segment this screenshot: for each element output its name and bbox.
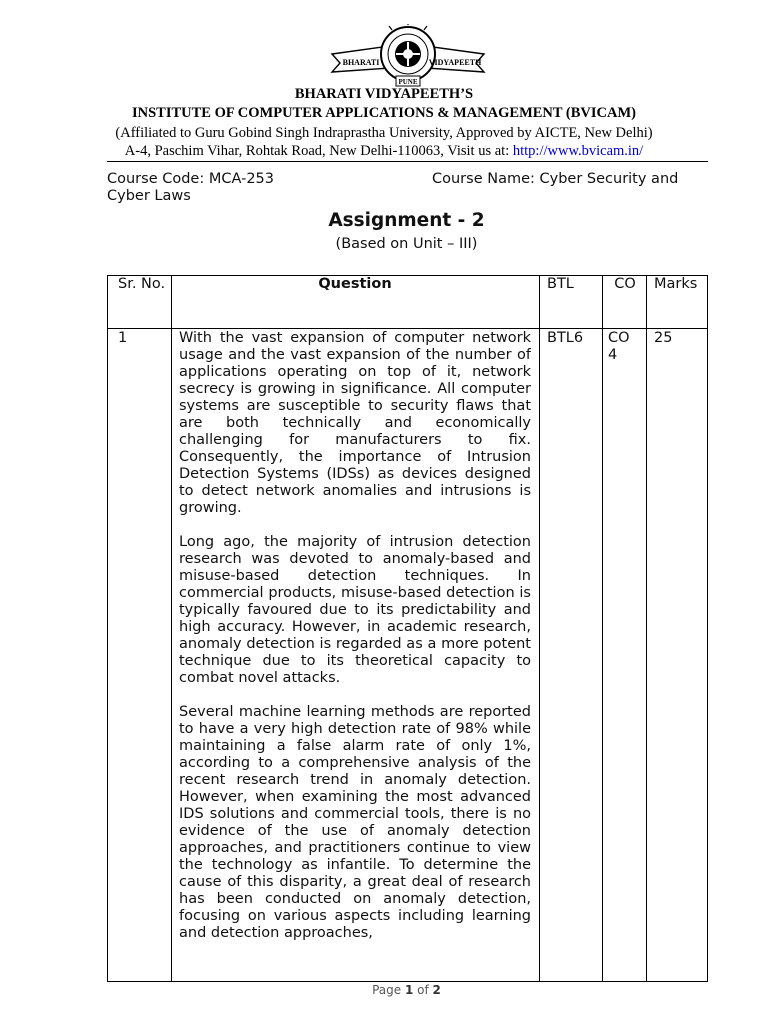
total-pages: 2 bbox=[432, 983, 441, 997]
institute-name: INSTITUTE OF COMPUTER APPLICATIONS & MANAGEMENT (BVICAM) bbox=[131, 105, 637, 121]
organization-name: BHARATI VIDYAPEETH’S bbox=[294, 86, 474, 102]
header-sr-no: Sr. No. bbox=[118, 276, 166, 292]
address-line bbox=[0, 143, 768, 160]
row-marks: 25 bbox=[654, 330, 673, 346]
row-btl: BTL6 bbox=[547, 330, 584, 346]
column-divider bbox=[171, 275, 172, 982]
table-border-bottom bbox=[107, 981, 708, 982]
course-name-continued: Cyber Laws bbox=[107, 188, 191, 204]
question-text bbox=[179, 330, 531, 977]
assignment-subtitle: (Based on Unit – III) bbox=[335, 236, 478, 252]
footer-of: of bbox=[413, 983, 433, 997]
table-border-right bbox=[707, 275, 708, 982]
row-co: CO 4 bbox=[608, 330, 630, 363]
table-border-left bbox=[107, 275, 108, 982]
footer-prefix: Page bbox=[372, 983, 405, 997]
header-question: Question bbox=[318, 276, 392, 292]
logo-text-right: VIDYAPEETH bbox=[428, 58, 482, 67]
affiliation-line: (Affiliated to Guru Gobind Singh Indraprastha University, Approved by AICTE, New Delhi) bbox=[115, 125, 653, 141]
logo-text-bottom: PUNE bbox=[398, 78, 418, 86]
course-code: Course Code: MCA-253 bbox=[107, 171, 274, 187]
column-divider bbox=[646, 275, 647, 982]
question-table bbox=[107, 275, 708, 982]
column-divider bbox=[539, 275, 540, 982]
page-number-footer bbox=[0, 983, 768, 997]
table-header-divider bbox=[107, 328, 708, 329]
current-page: 1 bbox=[404, 983, 414, 997]
website-link[interactable]: http://www.bvicam.in/ bbox=[512, 143, 644, 159]
address-text: A-4, Paschim Vihar, Rohtak Road, New Delhi-110063, Visit us at: bbox=[124, 143, 513, 159]
column-divider bbox=[602, 275, 603, 982]
question-paragraph: Long ago, the majority of intrusion detection research was devoted to anomaly-based and misuse-based detection techniques. In commercial products, misuse-based detection is typically favoured due to its predictability and high accuracy. However, in academic research, anomaly detection is regarded as a more potent technique due to its theoretical capacity to combat novel attacks. bbox=[179, 534, 531, 686]
question-paragraph: Several machine learning methods are reported to have a very high detection rate of 98% while maintaining a false alarm rate of only 1%, according to a comprehensive analysis of the recent research trend in anomaly detection. However, when examining the most advanced IDS solutions and commercial tools, there is no evidence of the use of anomaly detection approaches, and practitioners continue to view the technology as infantile. To determine the cause of this disparity, a great deal of research has been conducted on anomaly detection, focusing on various aspects including learning and detection approaches, bbox=[179, 704, 531, 941]
course-name: Course Name: Cyber Security and bbox=[432, 171, 679, 187]
assignment-title: Assignment - 2 bbox=[328, 210, 485, 231]
logo-text-left: BHARATI bbox=[342, 58, 380, 67]
header-co: CO bbox=[614, 276, 636, 292]
header-btl: BTL bbox=[547, 276, 574, 292]
question-paragraph: With the vast expansion of computer network usage and the vast expansion of the number of applications operating on top of it, network secrecy is growing in significance. All computer systems are susceptible to security flaws that are both technically and economically challenging for manufacturers to fix. Consequently, the importance of Intrusion Detection Systems (IDSs) as devices designed to detect network anomalies and intrusions is growing. bbox=[179, 330, 531, 516]
bharati-vidyapeeth-logo bbox=[330, 24, 486, 88]
header-divider bbox=[107, 161, 708, 162]
header-marks: Marks bbox=[654, 276, 698, 292]
row-sr-no: 1 bbox=[118, 330, 128, 346]
